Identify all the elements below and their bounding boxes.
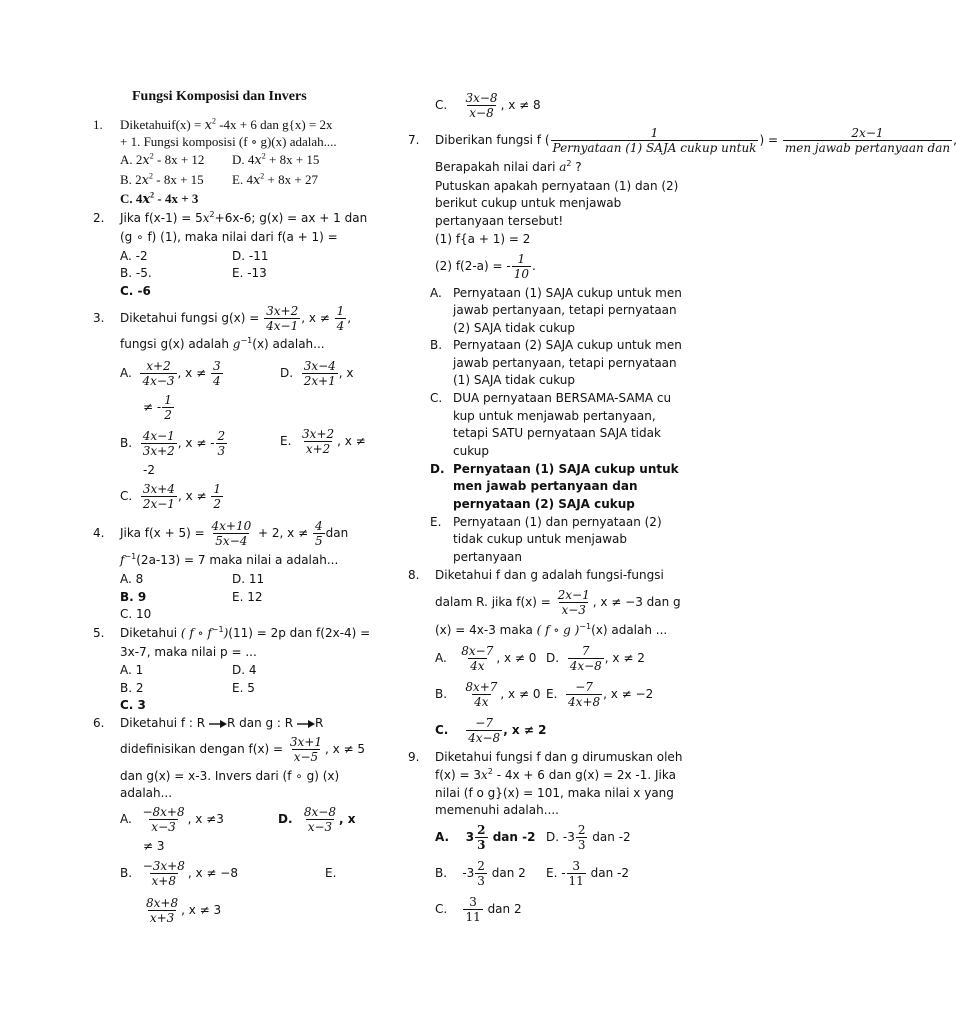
option-text: cukup xyxy=(453,444,490,458)
option-c[interactable]: C. 3 xyxy=(120,698,146,712)
question-text: fungsi g(x) adalah $g^{-1}(x)$ adalah... xyxy=(120,336,325,351)
question-text: didefinisikan dengan f(x) = $\frac{3x+1}{x-5}$ , x ≠ 5 xyxy=(120,735,366,764)
question-text: $f^{-1}(2a-13) = 7$ maka nilai a adalah... xyxy=(120,552,339,567)
question-text: berikut cukup untuk menjawab xyxy=(435,196,622,210)
option-d[interactable]: D. -11 xyxy=(232,249,269,263)
option-e-cont: -2 xyxy=(143,463,155,477)
question-text: Diketahui f dan g adalah fungsi-fungsi xyxy=(435,568,664,582)
question-text: (g ∘ f) (1), maka nilai dari f(a + 1) = xyxy=(120,230,338,244)
option-e-value: $\frac{8x+8}{x+3}$ , x ≠ 3 xyxy=(146,896,222,925)
option-e[interactable]: E. $4x^2 + 8x + 27$ xyxy=(232,171,318,188)
statement-1: (1) f{a + 1) = 2 xyxy=(435,232,531,246)
option-c[interactable]: C. $\frac{3}{11}$ dan 2 xyxy=(435,895,522,924)
question-number: 1. xyxy=(93,117,103,132)
option-letter: B. xyxy=(430,338,443,352)
option-c[interactable]: C. $\frac{-7}{4x-8}$ , x ≠ 2 xyxy=(435,716,547,745)
question-text: 3x-7, maka nilai p = ... xyxy=(120,645,257,659)
option-d[interactable]: D. $4x^2 + 8x + 15$ xyxy=(232,151,320,168)
option-text: pertanyaan xyxy=(453,550,523,564)
question-text: dalam R. jika f(x) = $\frac{2x-1}{x-3}$ , x ≠ −3 dan g xyxy=(435,588,681,617)
option-e[interactable]: E. $\frac{3x+2}{x+2}$ , x ≠ xyxy=(280,427,366,456)
question-text: + 1. Fungsi komposisi (f ∘ g)(x) adalah.... xyxy=(120,134,337,149)
question-text: Diketahuif(x) = $x^2$ -4x + 6 dan g{x) = 2x xyxy=(120,116,333,133)
option-a[interactable]: A. $\frac{8x-7}{4x}$ , x ≠ 0 xyxy=(435,644,537,673)
option-b[interactable]: B. $\frac{8x+7}{4x}$ , x ≠ 0 xyxy=(435,680,541,709)
question-text: Putuskan apakah pernyataan (1) dan (2) xyxy=(435,179,679,193)
option-c[interactable]: C. -6 xyxy=(120,284,151,298)
option-letter: A. xyxy=(430,286,442,300)
question-number: 8. xyxy=(408,568,420,582)
option-d-cont: ≠ - $\frac{1}{2}$ xyxy=(143,393,172,422)
option-e[interactable]: E. xyxy=(325,866,337,880)
option-d[interactable]: D. $\frac{7}{4x-8}$ , x ≠ 2 xyxy=(546,644,645,673)
option-b[interactable]: B. $\frac{-3x+8}{x+8}$ , x ≠ −8 xyxy=(120,859,238,888)
option-text: (2) SAJA tidak cukup xyxy=(453,321,575,335)
question-text: adalah... xyxy=(120,786,173,800)
question-text: pertanyaan tersebut! xyxy=(435,214,564,228)
option-text: jawab pertanyaan, tetapi pernyataan xyxy=(453,356,677,370)
option-letter: D. xyxy=(430,462,445,476)
option-a[interactable]: A. $\frac{x+2}{4x-3}$ , x ≠ $\frac{3}{4}$ xyxy=(120,359,221,388)
question-text: memenuhi adalah.... xyxy=(435,803,559,817)
option-text: tidak cukup untuk menjawab xyxy=(453,532,628,546)
option-text: Pernyataan (1) SAJA cukup untuk xyxy=(453,462,679,476)
option-text: Pernyataan (1) SAJA cukup untuk men xyxy=(453,286,682,300)
question-text: Diberikan fungsi f ( $\frac{1}{\text{Pernyataan (1) SAJA cukup untuk}}$ ) = $\frac{2x-1}{\text{men jawab pertanyaan dan}}$ , xyxy=(435,126,957,155)
option-c[interactable]: C. 10 xyxy=(120,607,152,621)
option-b[interactable]: B. 2 xyxy=(120,681,144,695)
option-d[interactable]: D. $\frac{3x-4}{2x+1}$ , x xyxy=(280,359,354,388)
option-e[interactable]: E. 5 xyxy=(232,681,255,695)
question-number: 9. xyxy=(408,750,420,764)
option-letter: E. xyxy=(430,515,442,529)
question-text: Diketahui f : R R dan g : R R xyxy=(120,716,324,730)
option-text: Pernyataan (2) SAJA cukup untuk men xyxy=(453,338,682,352)
option-letter: C. xyxy=(430,391,443,405)
arrow-right-icon xyxy=(297,719,315,729)
option-e[interactable]: E. $\frac{-7}{4x+8}$ , x ≠ −2 xyxy=(546,680,654,709)
option-d[interactable]: D. $\frac{8x-8}{x-3}$ , x xyxy=(278,805,356,834)
option-e[interactable]: E. 12 xyxy=(232,590,263,604)
option-text: Pernyataan (1) dan pernyataan (2) xyxy=(453,515,662,529)
option-a-cont: ≠ 3 xyxy=(143,839,165,853)
statement-2: (2) f(2-a) = - $\frac{1}{10}$ . xyxy=(435,252,536,281)
option-d[interactable]: D. 4 xyxy=(232,663,257,677)
option-b[interactable]: B. $2x^2 - 8x + 15$ xyxy=(120,171,204,188)
question-number: 3. xyxy=(93,311,105,325)
option-a[interactable]: A. 1 xyxy=(120,663,144,677)
option-e[interactable]: E. -13 xyxy=(232,266,267,280)
question-number: 2. xyxy=(93,211,105,225)
arrow-right-icon xyxy=(209,719,227,729)
question-text: $f(x) = 3x^2 - 4x + 6$ dan g(x) = 2x -1. Jika xyxy=(435,767,676,782)
option-b[interactable]: B. -5. xyxy=(120,266,152,280)
q6-option-c[interactable]: C. $\frac{3x-8}{x-8}$ , x ≠ 8 xyxy=(435,91,541,120)
option-text: jawab pertanyaan, tetapi pernyataan xyxy=(453,303,677,317)
question-text: Diketahui fungsi g(x) = $\frac{3x+2}{4x-1}$ , x ≠ $\frac{1}{4}$ , xyxy=(120,304,352,333)
question-text: dan g(x) = x-3. Invers dari (f ∘ g) (x) xyxy=(120,769,340,783)
question-text: Diketahui ( f ∘ $f^{-1})(11) = 2p$ dan f(2x-4) = xyxy=(120,625,371,640)
question-text: (x) = 4x-3 maka ( f ∘ g )$^{-1}$(x) adalah ... xyxy=(435,622,668,637)
option-a[interactable]: A. -2 xyxy=(120,249,148,263)
option-text: kup untuk menjawab pertanyaan, xyxy=(453,409,656,423)
option-text: (1) SAJA tidak cukup xyxy=(453,373,575,387)
option-text: men jawab pertanyaan dan xyxy=(453,479,638,493)
question-text: Jika $f(x-1) = 5x^2+6x-6$; g(x) = ax + 1 dan xyxy=(120,210,368,225)
option-c[interactable]: C. $4x^2 - 4x + 3$ xyxy=(120,190,199,207)
option-a[interactable]: A. 8 xyxy=(120,572,144,586)
option-d[interactable]: D. -3 $\frac{2}{3}$ dan -2 xyxy=(546,823,631,852)
option-b[interactable]: B. $\frac{4x-1}{3x+2}$ , x ≠ - $\frac{2}{3}$ xyxy=(120,429,226,458)
option-b[interactable]: B. 9 xyxy=(120,590,147,604)
question-text: Diketahui fungsi f dan g dirumuskan oleh xyxy=(435,750,683,764)
option-text: pernyataan (2) SAJA cukup xyxy=(453,497,635,511)
question-text: Berapakah nilai dari $a^2$ ? xyxy=(435,159,582,174)
question-number: 5. xyxy=(93,626,105,640)
option-b[interactable]: B. -3 $\frac{2}{3}$ dan 2 xyxy=(435,859,526,888)
document-title: Fungsi Komposisi dan Invers xyxy=(132,89,307,104)
option-c[interactable]: C. $\frac{3x+4}{2x-1}$ , x ≠ $\frac{1}{2}$ xyxy=(120,482,221,511)
option-text: tetapi SATU pernyataan SAJA tidak xyxy=(453,426,661,440)
question-number: 4. xyxy=(93,526,105,540)
option-d[interactable]: D. 11 xyxy=(232,572,265,586)
option-a[interactable]: A. 3 $\frac{2}{3}$ dan -2 xyxy=(435,823,536,852)
question-number: 6. xyxy=(93,716,105,730)
option-a[interactable]: A. $\frac{-8x+8}{x-3}$ , x ≠3 xyxy=(120,805,224,834)
question-number: 7. xyxy=(408,133,420,147)
option-text: DUA pernyataan BERSAMA-SAMA cu xyxy=(453,391,672,405)
option-e[interactable]: E. - $\frac{3}{11}$ dan -2 xyxy=(546,859,629,888)
option-a[interactable]: A. $2x^2 - 8x + 12$ xyxy=(120,151,205,168)
question-text: Jika f(x + 5) = $\frac{4x+10}{5x-4}$ + 2, x ≠ $\frac{4}{5}$ dan xyxy=(120,519,349,548)
question-text: nilai (f o g}(x) = 101, maka nilai x yang xyxy=(435,786,674,800)
